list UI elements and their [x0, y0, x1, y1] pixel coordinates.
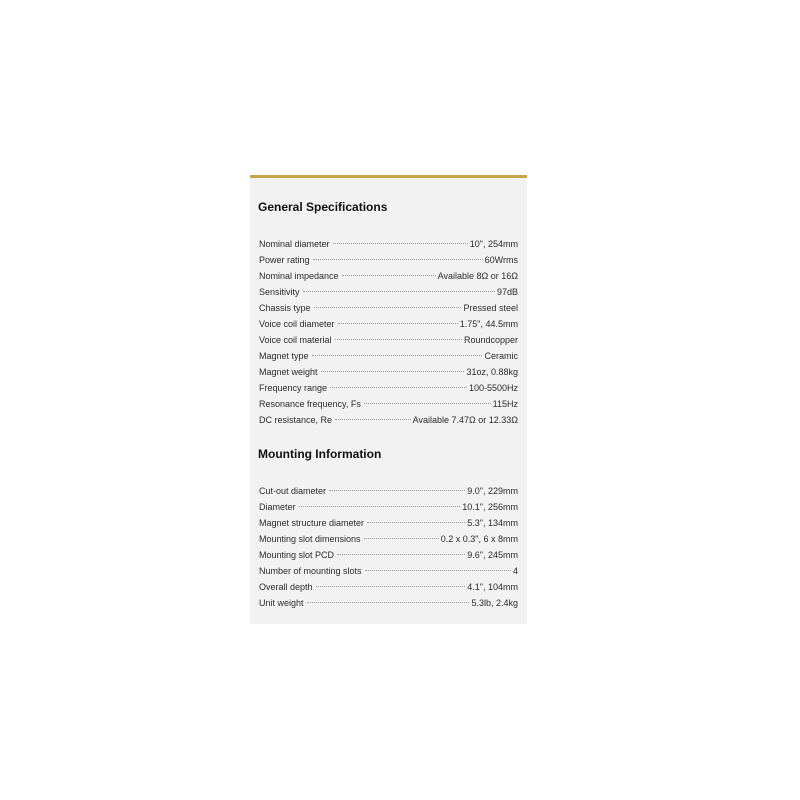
spec-label: Frequency range — [259, 383, 328, 393]
spec-row — [259, 499, 518, 515]
mounting-spec-list — [259, 483, 518, 611]
spec-row — [259, 364, 518, 380]
spec-value: Pressed steel — [463, 303, 518, 313]
spec-label: Cut-out diameter — [259, 486, 327, 496]
spec-row — [259, 348, 518, 364]
spec-panel — [250, 175, 527, 624]
spec-row — [259, 300, 518, 316]
spec-value: 97dB — [496, 287, 518, 297]
spec-row — [259, 547, 518, 563]
dot-leader — [303, 291, 495, 292]
general-specifications-heading: General Specifications — [258, 200, 388, 214]
dot-leader — [330, 387, 467, 388]
spec-row — [259, 236, 518, 252]
dot-leader — [307, 602, 470, 603]
spec-value: 5.3lb, 2.4kg — [471, 598, 518, 608]
spec-value: 100-5500Hz — [468, 383, 518, 393]
dot-leader — [314, 307, 462, 308]
spec-row — [259, 531, 518, 547]
dot-leader — [316, 586, 466, 587]
spec-label: Mounting slot PCD — [259, 550, 335, 560]
spec-label: DC resistance, Re — [259, 415, 333, 425]
spec-label: Diameter — [259, 502, 296, 512]
spec-row — [259, 380, 518, 396]
spec-label: Nominal diameter — [259, 239, 330, 249]
spec-value: 60Wrms — [484, 255, 518, 265]
spec-label: Magnet weight — [259, 367, 318, 377]
dot-leader — [299, 506, 461, 507]
spec-label: Nominal impedance — [259, 271, 339, 281]
spec-label: Sensitivity — [259, 287, 300, 297]
spec-value: 10", 254mm — [469, 239, 518, 249]
dot-leader — [335, 339, 462, 340]
mounting-information-heading: Mounting Information — [258, 447, 382, 461]
general-spec-list — [259, 236, 518, 428]
spec-row — [259, 332, 518, 348]
spec-row — [259, 252, 518, 268]
spec-label: Overall depth — [259, 582, 313, 592]
spec-value: 115Hz — [492, 399, 518, 409]
dot-leader — [365, 570, 511, 571]
spec-value: Available 8Ω or 16Ω — [437, 271, 518, 281]
dot-leader — [364, 403, 491, 404]
spec-row — [259, 515, 518, 531]
spec-value: 31oz, 0.88kg — [466, 367, 518, 377]
dot-leader — [337, 554, 465, 555]
spec-value: Roundcopper — [463, 335, 518, 345]
spec-value: 9.6", 245mm — [467, 550, 518, 560]
spec-label: Number of mounting slots — [259, 566, 362, 576]
dot-leader — [333, 243, 468, 244]
spec-label: Chassis type — [259, 303, 311, 313]
dot-leader — [342, 275, 436, 276]
spec-label: Resonance frequency, Fs — [259, 399, 361, 409]
spec-row — [259, 412, 518, 428]
spec-label: Magnet type — [259, 351, 309, 361]
spec-value: 0.2 x 0.3", 6 x 8mm — [440, 534, 518, 544]
spec-row — [259, 595, 518, 611]
spec-row — [259, 396, 518, 412]
dot-leader — [364, 538, 439, 539]
spec-value: 9.0", 229mm — [467, 486, 518, 496]
spec-label: Voice coil diameter — [259, 319, 335, 329]
spec-label: Unit weight — [259, 598, 304, 608]
spec-label: Mounting slot dimensions — [259, 534, 361, 544]
spec-value: Available 7.47Ω or 12.33Ω — [412, 415, 518, 425]
spec-value: 4.1", 104mm — [467, 582, 518, 592]
spec-row — [259, 563, 518, 579]
dot-leader — [313, 259, 483, 260]
spec-value: 5.3", 134mm — [467, 518, 518, 528]
spec-label: Magnet structure diameter — [259, 518, 365, 528]
dot-leader — [367, 522, 465, 523]
spec-value: 1.75", 44.5mm — [459, 319, 518, 329]
dot-leader — [312, 355, 483, 356]
spec-label: Power rating — [259, 255, 310, 265]
dot-leader — [338, 323, 458, 324]
spec-row — [259, 483, 518, 499]
spec-value: Ceramic — [484, 351, 518, 361]
spec-row — [259, 579, 518, 595]
spec-row — [259, 284, 518, 300]
spec-label: Voice coil material — [259, 335, 332, 345]
dot-leader — [329, 490, 465, 491]
spec-value: 4 — [512, 566, 518, 576]
dot-leader — [335, 419, 411, 420]
dot-leader — [321, 371, 465, 372]
spec-row — [259, 268, 518, 284]
spec-row — [259, 316, 518, 332]
spec-value: 10.1", 256mm — [462, 502, 518, 512]
